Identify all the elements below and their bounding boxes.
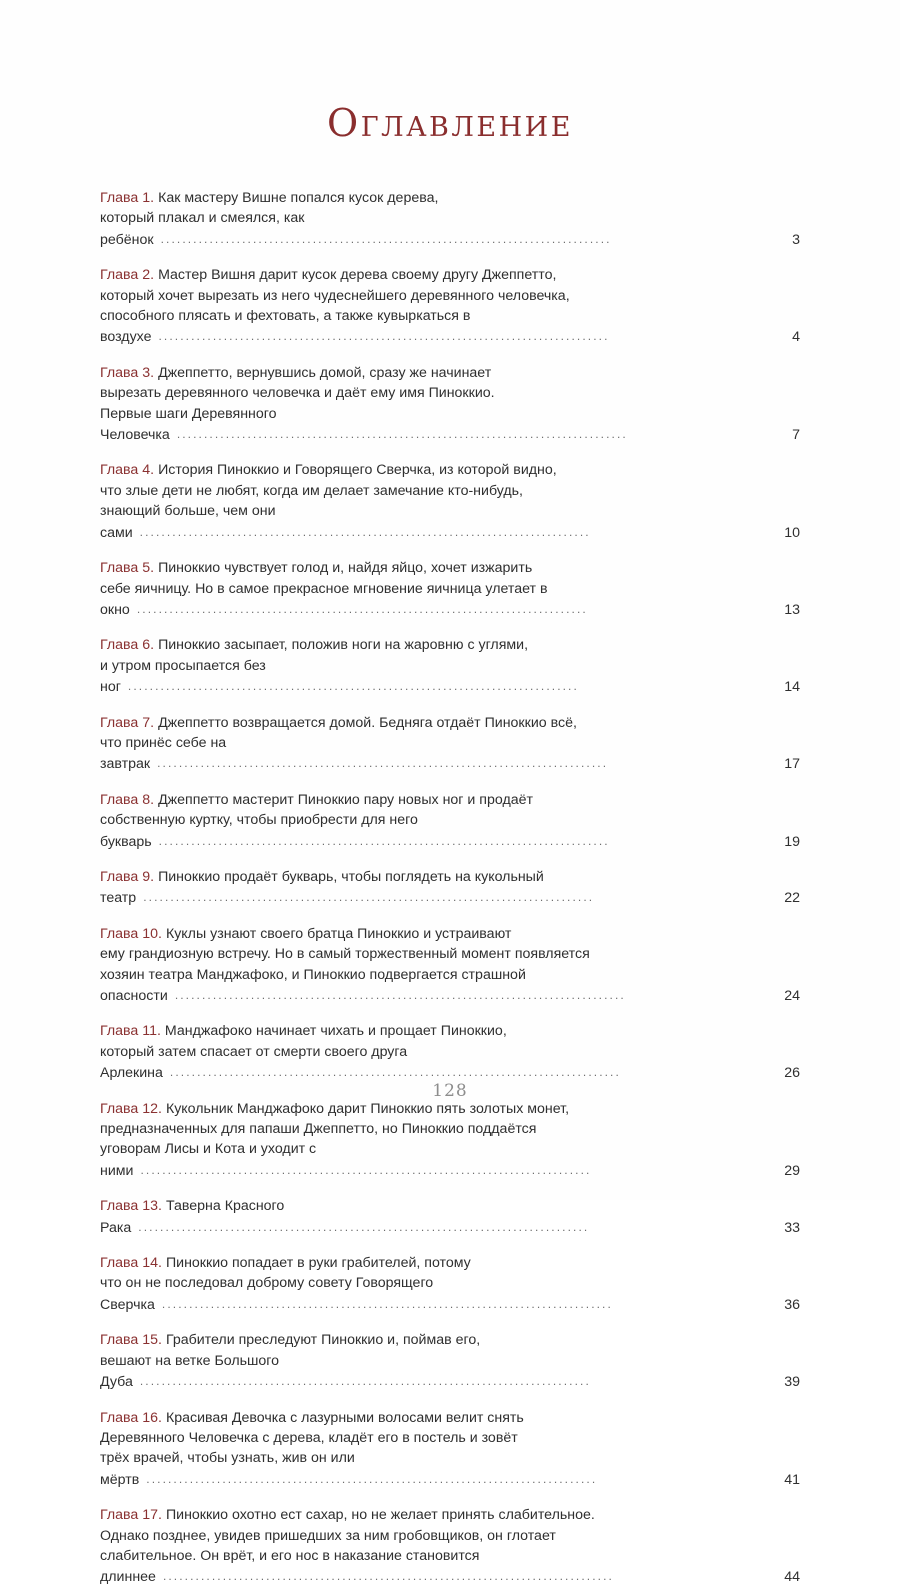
toc-entry[interactable] <box>100 713 800 775</box>
toc-entry-text-line: Первые шаги Деревянного Человечка <box>100 405 277 444</box>
toc-leader-dots: ................................................................................... <box>127 679 579 694</box>
toc-entry-text-line: трёх врачей, чтобы узнать, жив он или мёртв <box>100 1450 355 1488</box>
toc-chapter-label: Глава 13. <box>100 1198 162 1215</box>
toc-entry-body <box>100 635 738 697</box>
toc-chapter-label: Глава 1. <box>100 190 155 206</box>
toc-entry-text-line: Как мастеру Вишне попался кусок дерева, <box>158 190 439 206</box>
toc-chapter-label: Глава 8. <box>100 791 155 808</box>
toc-chapter-label: Глава 10. <box>100 925 162 942</box>
toc-entry-body <box>100 1196 738 1238</box>
toc-chapter-label: Глава 16. <box>100 1409 162 1426</box>
toc-page-number: 24 <box>784 988 800 1004</box>
toc-entry-text-line: вырезать деревянного человечка и даёт ему имя Пиноккио. <box>100 385 495 402</box>
toc-page-number: 39 <box>784 1374 800 1391</box>
toc-entry-text-line: что злые дети не любят, когда им делает замечание кто-нибудь, <box>100 482 523 499</box>
toc-leader-dots: ................................................................................... <box>161 1296 613 1311</box>
toc-entry-text-line: Джеппетто мастерит Пиноккио пару новых ног и продаёт <box>158 791 533 808</box>
toc-entry-text-line: Пиноккио охотно ест сахар, но не желает принять слабительное. <box>165 1507 595 1524</box>
toc-page-number: 10 <box>784 524 800 541</box>
toc-entry[interactable] <box>100 188 800 250</box>
toc-entry[interactable] <box>100 1330 800 1392</box>
toc-entry-text-line: уговорам Лисы и Кота и уходит с ними <box>100 1141 317 1179</box>
toc-page-number: 17 <box>784 756 800 773</box>
toc-chapter-label: Глава 12. <box>100 1100 162 1117</box>
toc-chapter-label: Глава 15. <box>100 1332 162 1349</box>
toc-page-number: 7 <box>792 427 800 444</box>
toc-entry-body <box>100 265 738 348</box>
toc-chapter-label: Глава 5. <box>100 560 155 577</box>
toc-chapter-label: Глава 14. <box>100 1255 162 1272</box>
toc-entry[interactable] <box>100 1099 800 1182</box>
toc-entry-body <box>100 790 738 852</box>
toc-entry-text-line: Джеппетто возвращается домой. Бедняга отдаёт Пиноккио всё, <box>158 714 577 731</box>
toc-entry[interactable] <box>100 363 800 446</box>
toc-entry[interactable] <box>100 558 800 620</box>
toc-entry-body <box>100 1408 738 1491</box>
toc-leader-dots: ................................................................................... <box>138 1219 590 1234</box>
toc-leader-dots: ................................................................................... <box>136 601 588 616</box>
toc-page-number: 41 <box>784 1471 800 1488</box>
toc-entry-text-line: хозяин театра Манджафоко, и Пиноккио подвергается страшной опасности <box>100 966 526 1004</box>
toc-page-number: 36 <box>784 1296 800 1313</box>
toc-entry[interactable] <box>100 924 800 1007</box>
toc-entry[interactable] <box>100 265 800 348</box>
toc-entry-text-line: который хочет вырезать из него чудеснейшего деревянного человечка, <box>100 287 570 304</box>
toc-entry[interactable] <box>100 1021 800 1083</box>
toc-entry-text-line: себе яичницу. Но в самое прекрасное мгновение яичница улетает в окно <box>100 580 548 618</box>
toc-entry[interactable] <box>100 460 800 543</box>
toc-entry[interactable] <box>100 1408 800 1491</box>
toc-entry-list <box>100 188 800 1588</box>
toc-entry-text-line: знающий больше, чем они сами <box>100 503 276 541</box>
toc-entry-body <box>100 1505 738 1588</box>
toc-entry-text-line: ему грандиозную встречу. Но в самый торжественный момент появляется <box>100 946 590 963</box>
toc-entry-text-line: Кукольник Манджафоко дарит Пиноккио пять золотых монет, <box>165 1100 570 1117</box>
toc-entry-body <box>100 1099 738 1182</box>
toc-chapter-label: Глава 11. <box>100 1023 161 1040</box>
toc-page-number: 13 <box>784 601 800 618</box>
toc-entry-body <box>100 363 738 446</box>
toc-entry-text-line: вешают на ветке Большого Дуба <box>100 1352 280 1391</box>
toc-entry-body <box>100 1330 738 1392</box>
toc-page-number: 14 <box>784 679 800 696</box>
toc-entry-text-line: Куклы узнают своего братца Пиноккио и устраивают <box>165 925 512 942</box>
toc-page-number: 26 <box>784 1065 800 1082</box>
toc-entry-text-line: Джеппетто, вернувшись домой, сразу же начинает <box>158 364 492 381</box>
toc-entry-text-line: который затем спасает от смерти своего друга Арлекина <box>100 1043 408 1082</box>
toc-page-number: 29 <box>784 1162 800 1179</box>
toc-entry-body <box>100 867 738 909</box>
toc-page-number: 19 <box>784 833 800 850</box>
toc-entry-text-line: способного плясать и фехтовать, а также кувыркаться в воздухе <box>100 308 471 346</box>
toc-leader-dots: ................................................................................... <box>146 1471 598 1486</box>
toc-entry-text-line: Пиноккио чувствует голод и, найдя яйцо, хочет изжарить <box>158 560 533 577</box>
toc-entry-text-line: История Пиноккио и Говорящего Сверчка, из которой видно, <box>158 462 557 479</box>
toc-entry-text-line: Красивая Девочка с лазурными волосами велит снять <box>165 1409 524 1426</box>
toc-entry-body <box>100 924 738 1007</box>
toc-entry-body <box>100 1253 738 1315</box>
toc-page-number: 44 <box>784 1569 800 1586</box>
toc-entry-body <box>100 1021 738 1083</box>
toc-page-number: 22 <box>784 890 800 907</box>
toc-leader-dots: ................................................................................... <box>157 756 609 771</box>
toc-leader-dots: ................................................................................... <box>143 890 595 905</box>
toc-entry[interactable] <box>100 1505 800 1588</box>
toc-leader-dots: ................................................................................... <box>169 1065 621 1080</box>
toc-entry-text-line: предназначенных для папаши Джеппетто, но Пиноккио поддаётся <box>100 1121 537 1138</box>
toc-entry-text-line: что принёс себе на завтрак <box>100 734 227 773</box>
toc-entry-text-line: Грабители преследуют Пиноккио и, поймав его, <box>165 1332 481 1349</box>
toc-entry[interactable] <box>100 635 800 697</box>
toc-leader-dots: ................................................................................... <box>140 1162 592 1177</box>
toc-entry[interactable] <box>100 1253 800 1315</box>
toc-entry-text-line: Пиноккио продаёт букварь, чтобы поглядеть на кукольный театр <box>100 868 544 907</box>
toc-leader-dots: ................................................................................... <box>174 988 626 1002</box>
toc-page-number: 4 <box>792 329 800 346</box>
toc-chapter-label: Глава 2. <box>100 267 155 284</box>
toc-entry-text-line: слабительное. Он врёт, и его нос в наказание становится длиннее <box>100 1547 480 1586</box>
toc-entry-body <box>100 558 738 620</box>
toc-entry[interactable] <box>100 790 800 852</box>
toc-leader-dots: ................................................................................... <box>139 1374 591 1389</box>
toc-chapter-label: Глава 3. <box>100 364 155 381</box>
toc-entry-text-line: Мастер Вишня дарит кусок дерева своему другу Джеппетто, <box>158 267 557 284</box>
toc-leader-dots: ................................................................................... <box>139 524 591 539</box>
toc-entry-text-line: Пиноккио попадает в руки грабителей, потому <box>165 1255 471 1272</box>
toc-entry-text-line: что он не последовал доброму совету Говорящего Сверчка <box>100 1275 434 1313</box>
toc-chapter-label: Глава 9. <box>100 868 155 885</box>
toc-page-number: 33 <box>784 1219 800 1236</box>
toc-entry-text-line: Таверна Красного Рака <box>100 1198 285 1236</box>
page-title: Оглавление <box>327 101 573 145</box>
toc-entry-body <box>100 460 738 543</box>
toc-entry[interactable] <box>100 867 800 909</box>
toc-leader-dots: ................................................................................... <box>176 427 628 442</box>
page-folio-number: 128 <box>432 1081 468 1101</box>
toc-leader-dots: ................................................................................... <box>158 833 610 848</box>
toc-entry-text-line: Деревянного Человечка с дерева, кладёт его в постель и зовёт <box>100 1429 518 1446</box>
toc-chapter-label: Глава 7. <box>100 714 155 731</box>
toc-chapter-label: Глава 6. <box>100 637 155 654</box>
toc-entry-text-line: и утром просыпается без ног <box>100 657 266 696</box>
toc-chapter-label: Глава 17. <box>100 1507 162 1524</box>
toc-entry-text-line: который плакал и смеялся, как ребёнок <box>100 210 305 248</box>
toc-entry-text-line: собственную куртку, чтобы приобрести для него букварь <box>100 812 418 850</box>
toc-leader-dots: ................................................................................... <box>158 329 610 344</box>
toc-entry-text-line: Манджафоко начинает чихать и прощает Пиноккио, <box>164 1023 507 1040</box>
toc-entry-text-line: Пиноккио засыпает, положив ноги на жаровню с углями, <box>158 637 529 654</box>
toc-entry-text-line: Однако позднее, увидев пришедших за ним гробовщиков, он глотает <box>100 1527 556 1544</box>
toc-entry-body <box>100 713 738 775</box>
toc-chapter-label: Глава 4. <box>100 462 155 479</box>
toc-entry[interactable] <box>100 1196 800 1238</box>
toc-leader-dots: ................................................................................... <box>160 231 612 246</box>
toc-entry-body <box>100 188 738 250</box>
toc-page-number: 3 <box>792 231 800 248</box>
toc-leader-dots: ................................................................................... <box>162 1569 614 1584</box>
